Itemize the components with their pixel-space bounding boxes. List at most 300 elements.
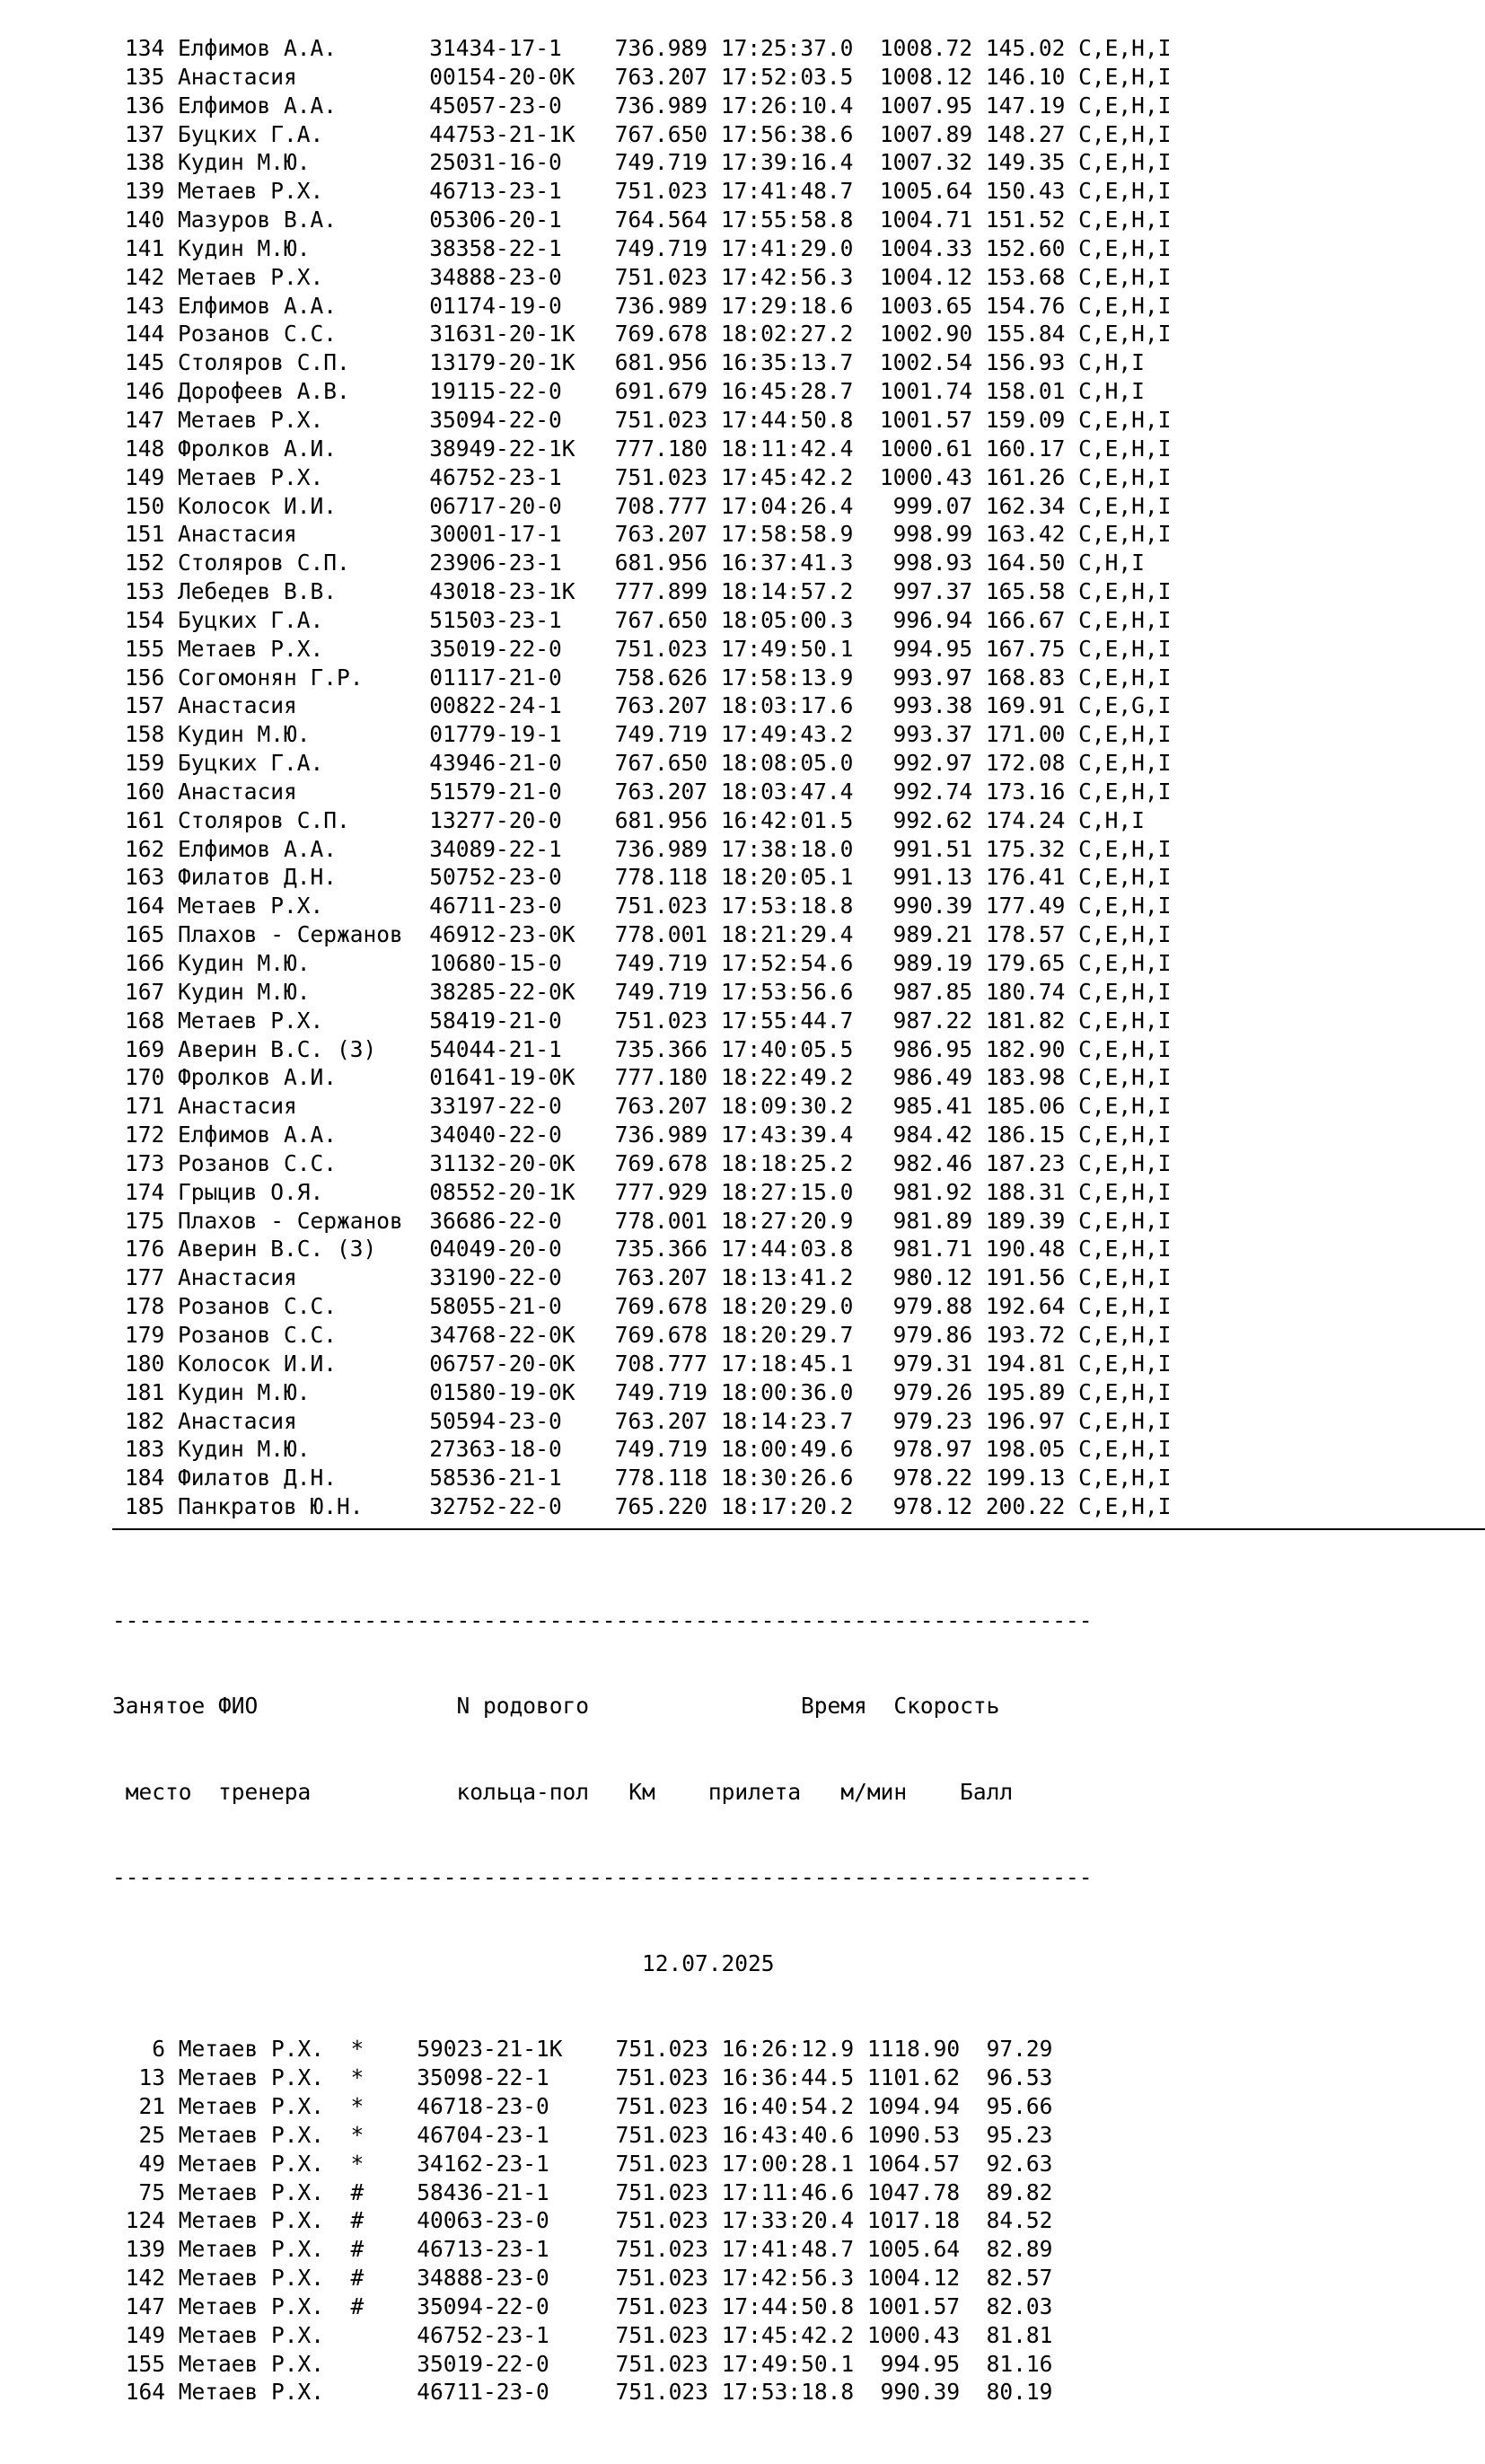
fancier-name: Розанов С.С. bbox=[178, 1293, 430, 1320]
result-row bbox=[125, 177, 1171, 206]
ring-number: 01174-19-0 bbox=[429, 292, 615, 319]
distance-km: 751.023 bbox=[615, 2236, 722, 2263]
header-ring-1: N родового bbox=[456, 1693, 708, 1720]
place: 170 bbox=[125, 1064, 179, 1091]
groups: C,E,H,I bbox=[1078, 149, 1172, 176]
coefficient: 167.75 bbox=[985, 635, 1079, 662]
groups: C,E,H,I bbox=[1078, 606, 1172, 633]
result-row bbox=[125, 863, 1171, 892]
ring-number: 34888-23-0 bbox=[429, 263, 615, 290]
distance-km: 763.207 bbox=[614, 1264, 721, 1291]
ring-number: 35098-22-1 bbox=[417, 2064, 616, 2091]
groups: C,E,H,I bbox=[1078, 864, 1172, 891]
ring-number: 35019-22-0 bbox=[417, 2350, 616, 2377]
distance-km: 767.650 bbox=[614, 750, 721, 777]
speed: 993.38 bbox=[866, 692, 986, 719]
distance-km: 751.023 bbox=[615, 2350, 722, 2377]
speed: 998.93 bbox=[866, 550, 986, 576]
ring-number: 01580-19-0К bbox=[429, 1378, 615, 1405]
result-row bbox=[125, 577, 1171, 606]
speed: 978.22 bbox=[866, 1465, 986, 1492]
summary-row bbox=[112, 2150, 1093, 2178]
coefficient: 190.48 bbox=[985, 1236, 1079, 1263]
distance-km: 778.118 bbox=[614, 1465, 721, 1492]
arrival-time: 17:52:03.5 bbox=[720, 63, 867, 90]
fancier-name: Согомонян Г.Р. bbox=[178, 664, 430, 691]
groups: C,E,H,I bbox=[1078, 207, 1172, 233]
place: 140 bbox=[125, 207, 179, 233]
arrival-time: 18:08:05.0 bbox=[720, 750, 867, 777]
arrival-time: 17:53:18.8 bbox=[720, 893, 867, 920]
fancier-name: Аверин В.С. (З) bbox=[178, 1236, 430, 1263]
speed: 1001.74 bbox=[866, 378, 986, 405]
groups: C,H,I bbox=[1078, 806, 1145, 833]
ring-number: 46713-23-1 bbox=[429, 178, 615, 205]
coefficient: 178.57 bbox=[985, 921, 1079, 948]
score: 84.52 bbox=[972, 2207, 1053, 2234]
ring-number: 25031-16-0 bbox=[429, 149, 615, 176]
distance-km: 749.719 bbox=[614, 721, 721, 748]
distance-km: 767.650 bbox=[614, 120, 721, 147]
arrival-time: 17:49:50.1 bbox=[720, 635, 867, 662]
distance-km: 763.207 bbox=[614, 1093, 721, 1120]
result-row bbox=[125, 549, 1171, 577]
ring-number: 46711-23-0 bbox=[417, 2379, 616, 2406]
summary-rows bbox=[112, 2035, 1093, 2407]
distance-km: 681.956 bbox=[614, 349, 721, 376]
ring-number: 59023-21-1К bbox=[417, 2036, 616, 2063]
distance-km: 763.207 bbox=[614, 1407, 721, 1434]
result-row bbox=[125, 920, 1171, 949]
speed: 1118.90 bbox=[866, 2036, 973, 2063]
arrival-time: 17:55:58.8 bbox=[720, 207, 867, 233]
arrival-time: 18:02:27.2 bbox=[720, 321, 867, 348]
arrival-time: 17:40:05.5 bbox=[720, 1035, 867, 1062]
coefficient: 153.68 bbox=[985, 263, 1079, 290]
groups: C,E,H,I bbox=[1078, 1350, 1172, 1377]
arrival-time: 18:20:29.0 bbox=[720, 1293, 867, 1320]
fancier-name: Елфимов А.А. bbox=[178, 92, 430, 119]
arrival-time: 16:26:12.9 bbox=[721, 2036, 867, 2063]
summary-row bbox=[112, 2378, 1093, 2407]
distance-km: 751.023 bbox=[614, 635, 721, 662]
groups: C,E,H,I bbox=[1078, 35, 1172, 61]
summary-row bbox=[112, 2235, 1093, 2264]
fancier-name: Фролков А.И. bbox=[178, 435, 430, 462]
arrival-time: 18:09:30.2 bbox=[720, 1093, 867, 1120]
distance-km: 767.650 bbox=[614, 606, 721, 633]
ring-number: 30001-17-1 bbox=[429, 521, 615, 548]
distance-km: 763.207 bbox=[614, 692, 721, 719]
fancier-name: Метаев Р.Х. bbox=[178, 406, 430, 433]
summary-header-rule: -------------------------------------------------------------------------- bbox=[112, 1864, 1093, 1891]
header-score-2: Балл bbox=[960, 1778, 1014, 1805]
result-row bbox=[125, 120, 1171, 149]
trainer-summary-table bbox=[112, 1549, 1093, 2464]
score: 92.63 bbox=[972, 2150, 1053, 2177]
groups: C,E,H,I bbox=[1078, 406, 1172, 433]
result-row bbox=[125, 892, 1171, 920]
section-divider bbox=[112, 1528, 1485, 1530]
arrival-time: 18:20:05.1 bbox=[720, 864, 867, 891]
coefficient: 156.93 bbox=[985, 349, 1079, 376]
arrival-time: 17:45:42.2 bbox=[721, 2321, 867, 2348]
fancier-name: Елфимов А.А. bbox=[178, 292, 430, 319]
result-row bbox=[125, 92, 1171, 120]
place: 25 bbox=[112, 2121, 179, 2148]
arrival-time: 18:13:41.2 bbox=[720, 1264, 867, 1291]
place: 150 bbox=[125, 492, 179, 519]
header-speed-2: м/мин bbox=[840, 1778, 961, 1805]
mark: * bbox=[350, 2064, 417, 2091]
speed: 980.12 bbox=[866, 1264, 986, 1291]
place: 161 bbox=[125, 806, 179, 833]
groups: C,E,H,I bbox=[1078, 1436, 1172, 1463]
fancier-name: Столяров С.П. bbox=[178, 550, 430, 576]
arrival-time: 18:00:49.6 bbox=[720, 1436, 867, 1463]
groups: C,E,H,I bbox=[1078, 921, 1172, 948]
speed: 1007.89 bbox=[866, 120, 986, 147]
distance-km: 751.023 bbox=[615, 2093, 722, 2120]
groups: C,E,H,I bbox=[1078, 893, 1172, 920]
ring-number: 06717-20-0 bbox=[429, 492, 615, 519]
speed: 979.88 bbox=[866, 1293, 986, 1320]
ring-number: 00822-24-1 bbox=[429, 692, 615, 719]
header-trainer-2: тренера bbox=[218, 1778, 457, 1805]
fancier-name: Филатов Д.Н. bbox=[178, 1465, 430, 1492]
summary-row bbox=[112, 2350, 1093, 2379]
result-row bbox=[125, 1092, 1171, 1121]
place: 175 bbox=[125, 1207, 179, 1234]
arrival-time: 17:25:37.0 bbox=[720, 35, 867, 61]
place: 178 bbox=[125, 1293, 179, 1320]
arrival-time: 18:20:29.7 bbox=[720, 1321, 867, 1348]
distance-km: 691.679 bbox=[614, 378, 721, 405]
place: 141 bbox=[125, 234, 179, 261]
speed: 1064.57 bbox=[866, 2150, 973, 2177]
place: 176 bbox=[125, 1236, 179, 1263]
distance-km: 751.023 bbox=[615, 2379, 722, 2406]
result-row bbox=[125, 1121, 1171, 1149]
arrival-time: 18:27:20.9 bbox=[720, 1207, 867, 1234]
result-row bbox=[125, 1263, 1171, 1292]
result-row bbox=[125, 1149, 1171, 1178]
groups: C,E,H,I bbox=[1078, 1293, 1172, 1320]
summary-row bbox=[112, 2035, 1093, 2064]
speed: 997.37 bbox=[866, 578, 986, 605]
score: 82.57 bbox=[972, 2265, 1053, 2292]
result-row bbox=[125, 635, 1171, 664]
speed: 992.62 bbox=[866, 806, 986, 833]
groups: C,H,I bbox=[1078, 349, 1145, 376]
summary-top-rule: -------------------------------------------------------------------------- bbox=[112, 1606, 1093, 1633]
groups: C,E,H,I bbox=[1078, 178, 1172, 205]
score: 81.16 bbox=[972, 2350, 1053, 2377]
coefficient: 159.09 bbox=[985, 406, 1079, 433]
result-row bbox=[125, 348, 1171, 377]
place: 137 bbox=[125, 120, 179, 147]
fancier-name: Анастасия bbox=[178, 521, 430, 548]
speed: 989.21 bbox=[866, 921, 986, 948]
speed: 990.39 bbox=[866, 2379, 973, 2406]
arrival-time: 17:18:45.1 bbox=[720, 1350, 867, 1377]
trainer-name: Метаев Р.Х. bbox=[178, 2321, 351, 2348]
speed: 987.85 bbox=[866, 978, 986, 1005]
speed: 1002.54 bbox=[866, 349, 986, 376]
fancier-name: Елфимов А.А. bbox=[178, 1122, 430, 1148]
place: 155 bbox=[125, 635, 179, 662]
groups: C,E,H,I bbox=[1078, 664, 1172, 691]
speed: 1008.72 bbox=[866, 35, 986, 61]
coefficient: 192.64 bbox=[985, 1293, 1079, 1320]
groups: C,E,H,I bbox=[1078, 234, 1172, 261]
place: 163 bbox=[125, 864, 179, 891]
speed: 1017.18 bbox=[866, 2207, 973, 2234]
score: 80.19 bbox=[972, 2379, 1053, 2406]
groups: C,E,H,I bbox=[1078, 120, 1172, 147]
trainer-name: Метаев Р.Х. bbox=[178, 2036, 351, 2063]
distance-km: 681.956 bbox=[614, 806, 721, 833]
fancier-name: Колосок И.И. bbox=[178, 492, 430, 519]
header-km-2: Км bbox=[628, 1778, 708, 1805]
ring-number: 58436-21-1 bbox=[417, 2178, 616, 2205]
groups: C,E,H,I bbox=[1078, 1407, 1172, 1434]
speed: 984.42 bbox=[866, 1122, 986, 1148]
mark bbox=[351, 2351, 417, 2377]
arrival-time: 17:49:43.2 bbox=[720, 721, 867, 748]
result-row bbox=[125, 806, 1171, 835]
coefficient: 175.32 bbox=[985, 835, 1079, 862]
distance-km: 769.678 bbox=[614, 1321, 721, 1348]
groups: C,E,H,I bbox=[1078, 1149, 1172, 1176]
coefficient: 176.41 bbox=[985, 864, 1079, 891]
arrival-time: 17:52:54.6 bbox=[720, 950, 867, 976]
speed: 993.97 bbox=[866, 664, 986, 691]
distance-km: 778.001 bbox=[614, 1207, 721, 1234]
fancier-name: Грыцив О.Я. bbox=[178, 1178, 430, 1205]
result-row bbox=[125, 406, 1171, 435]
arrival-time: 17:45:42.2 bbox=[720, 463, 867, 490]
place: 21 bbox=[112, 2093, 179, 2120]
speed: 994.95 bbox=[866, 635, 986, 662]
arrival-time: 17:29:18.6 bbox=[720, 292, 867, 319]
coefficient: 168.83 bbox=[985, 664, 1079, 691]
result-row bbox=[125, 1407, 1171, 1436]
distance-km: 749.719 bbox=[614, 950, 721, 976]
mark: * bbox=[350, 2150, 417, 2177]
ring-number: 46711-23-0 bbox=[429, 893, 615, 920]
fancier-name: Кудин М.Ю. bbox=[178, 950, 430, 976]
distance-km: 763.207 bbox=[614, 521, 721, 548]
arrival-time: 17:38:18.0 bbox=[720, 835, 867, 862]
coefficient: 183.98 bbox=[985, 1064, 1079, 1091]
speed: 981.71 bbox=[866, 1236, 986, 1263]
ring-number: 58055-21-0 bbox=[429, 1293, 615, 1320]
distance-km: 778.118 bbox=[614, 864, 721, 891]
coefficient: 181.82 bbox=[985, 1007, 1079, 1034]
distance-km: 749.719 bbox=[614, 234, 721, 261]
coefficient: 189.39 bbox=[985, 1207, 1079, 1234]
mark bbox=[351, 2322, 417, 2348]
groups: C,E,H,I bbox=[1078, 635, 1172, 662]
groups: C,E,G,I bbox=[1078, 692, 1172, 719]
ring-number: 45057-23-0 bbox=[429, 92, 615, 119]
result-row bbox=[125, 463, 1171, 492]
arrival-time: 16:37:41.3 bbox=[720, 550, 867, 576]
place: 179 bbox=[125, 1321, 179, 1348]
summary-row bbox=[112, 2178, 1093, 2207]
place: 145 bbox=[125, 349, 179, 376]
coefficient: 169.91 bbox=[985, 692, 1079, 719]
fancier-name: Столяров С.П. bbox=[178, 806, 430, 833]
ring-number: 58419-21-0 bbox=[429, 1007, 615, 1034]
fancier-name: Кудин М.Ю. bbox=[178, 149, 430, 176]
ring-number: 33197-22-0 bbox=[429, 1093, 615, 1120]
arrival-time: 16:42:01.5 bbox=[720, 806, 867, 833]
groups: C,E,H,I bbox=[1078, 1264, 1172, 1291]
distance-km: 769.678 bbox=[614, 1149, 721, 1176]
place: 124 bbox=[112, 2207, 179, 2234]
speed: 998.99 bbox=[866, 521, 986, 548]
result-row bbox=[125, 749, 1171, 778]
mark: # bbox=[350, 2178, 417, 2205]
place: 75 bbox=[112, 2178, 179, 2205]
arrival-time: 17:41:48.7 bbox=[720, 178, 867, 205]
coefficient: 154.76 bbox=[985, 292, 1079, 319]
ring-number: 05306-20-1 bbox=[429, 207, 615, 233]
groups: C,E,H,I bbox=[1078, 521, 1172, 548]
result-row bbox=[125, 1178, 1171, 1207]
ring-number: 34768-22-0К bbox=[429, 1321, 615, 1348]
distance-km: 777.929 bbox=[614, 1178, 721, 1205]
arrival-time: 17:55:44.7 bbox=[720, 1007, 867, 1034]
distance-km: 751.023 bbox=[615, 2207, 722, 2234]
speed: 1000.43 bbox=[866, 463, 986, 490]
groups: C,E,H,I bbox=[1078, 721, 1172, 748]
score: 89.82 bbox=[972, 2178, 1053, 2205]
coefficient: 186.15 bbox=[985, 1122, 1079, 1148]
coefficient: 164.50 bbox=[985, 550, 1079, 576]
ring-number: 51579-21-0 bbox=[429, 778, 615, 805]
ring-number: 31631-20-1К bbox=[429, 321, 615, 348]
speed: 991.13 bbox=[866, 864, 986, 891]
fancier-name: Мазуров В.А. bbox=[178, 207, 430, 233]
ring-number: 35094-22-0 bbox=[417, 2292, 616, 2319]
result-row bbox=[125, 720, 1171, 749]
speed: 1101.62 bbox=[866, 2064, 973, 2091]
coefficient: 174.24 bbox=[985, 806, 1079, 833]
place: 180 bbox=[125, 1350, 179, 1377]
distance-km: 777.899 bbox=[614, 578, 721, 605]
place: 157 bbox=[125, 692, 179, 719]
distance-km: 749.719 bbox=[614, 149, 721, 176]
place: 149 bbox=[112, 2321, 179, 2348]
fancier-name: Метаев Р.Х. bbox=[178, 263, 430, 290]
speed: 1002.90 bbox=[866, 321, 986, 348]
ring-number: 00154-20-0К bbox=[429, 63, 615, 90]
arrival-time: 18:14:57.2 bbox=[720, 578, 867, 605]
arrival-time: 16:35:13.7 bbox=[720, 349, 867, 376]
groups: C,E,H,I bbox=[1078, 463, 1172, 490]
distance-km: 764.564 bbox=[614, 207, 721, 233]
place: 165 bbox=[125, 921, 179, 948]
result-row bbox=[125, 835, 1171, 864]
speed: 981.89 bbox=[866, 1207, 986, 1234]
distance-km: 708.777 bbox=[614, 1350, 721, 1377]
arrival-time: 16:40:54.2 bbox=[721, 2093, 867, 2120]
arrival-time: 18:03:17.6 bbox=[720, 692, 867, 719]
groups: C,E,H,I bbox=[1078, 978, 1172, 1005]
distance-km: 751.023 bbox=[615, 2321, 722, 2348]
fancier-name: Метаев Р.Х. bbox=[178, 178, 430, 205]
groups: C,E,H,I bbox=[1078, 63, 1172, 90]
distance-km: 751.023 bbox=[614, 406, 721, 433]
ring-number: 54044-21-1 bbox=[429, 1035, 615, 1062]
fancier-name: Колосок И.И. bbox=[178, 1350, 430, 1377]
distance-km: 751.023 bbox=[615, 2265, 722, 2292]
header-speed-1: Скорость bbox=[893, 1693, 1000, 1720]
distance-km: 751.023 bbox=[615, 2121, 722, 2148]
groups: C,E,H,I bbox=[1078, 1465, 1172, 1492]
arrival-time: 18:17:20.2 bbox=[720, 1493, 867, 1520]
place: 139 bbox=[125, 178, 179, 205]
fancier-name: Филатов Д.Н. bbox=[178, 864, 430, 891]
arrival-time: 17:00:28.1 bbox=[721, 2150, 867, 2177]
result-row bbox=[125, 1035, 1171, 1064]
distance-km: 751.023 bbox=[615, 2064, 722, 2091]
distance-km: 765.220 bbox=[614, 1493, 721, 1520]
place: 174 bbox=[125, 1178, 179, 1205]
result-row bbox=[125, 206, 1171, 234]
speed: 1004.12 bbox=[866, 2265, 973, 2292]
speed: 996.94 bbox=[866, 606, 986, 633]
arrival-time: 18:18:25.2 bbox=[720, 1149, 867, 1176]
arrival-time: 17:53:18.8 bbox=[721, 2379, 867, 2406]
groups: C,E,H,I bbox=[1078, 578, 1172, 605]
arrival-time: 17:33:20.4 bbox=[721, 2207, 867, 2234]
arrival-time: 17:26:10.4 bbox=[720, 92, 867, 119]
trainer-name: Метаев Р.Х. bbox=[178, 2292, 351, 2319]
distance-km: 751.023 bbox=[615, 2178, 722, 2205]
arrival-time: 17:43:39.4 bbox=[720, 1122, 867, 1148]
speed: 992.97 bbox=[866, 750, 986, 777]
arrival-time: 17:44:50.8 bbox=[721, 2292, 867, 2319]
result-row bbox=[125, 492, 1171, 521]
arrival-time: 18:05:00.3 bbox=[720, 606, 867, 633]
place: 168 bbox=[125, 1007, 179, 1034]
ring-number: 06757-20-0К bbox=[429, 1350, 615, 1377]
result-row bbox=[125, 691, 1171, 720]
speed: 999.07 bbox=[866, 492, 986, 519]
summary-row bbox=[112, 2121, 1093, 2150]
arrival-time: 17:39:16.4 bbox=[720, 149, 867, 176]
header-place-1: Занятое bbox=[112, 1693, 219, 1720]
groups: C,E,H,I bbox=[1078, 950, 1172, 976]
fancier-name: Аверин В.С. (З) bbox=[178, 1035, 430, 1062]
arrival-time: 18:14:23.7 bbox=[720, 1407, 867, 1434]
place: 138 bbox=[125, 149, 179, 176]
speed: 985.41 bbox=[866, 1093, 986, 1120]
place: 171 bbox=[125, 1093, 179, 1120]
summary-header-line-1 bbox=[112, 1692, 1093, 1720]
place: 136 bbox=[125, 92, 179, 119]
speed: 994.95 bbox=[866, 2350, 973, 2377]
fancier-name: Кудин М.Ю. bbox=[178, 978, 430, 1005]
coefficient: 172.08 bbox=[985, 750, 1079, 777]
ring-number: 50594-23-0 bbox=[429, 1407, 615, 1434]
place: 167 bbox=[125, 978, 179, 1005]
place: 177 bbox=[125, 1264, 179, 1291]
